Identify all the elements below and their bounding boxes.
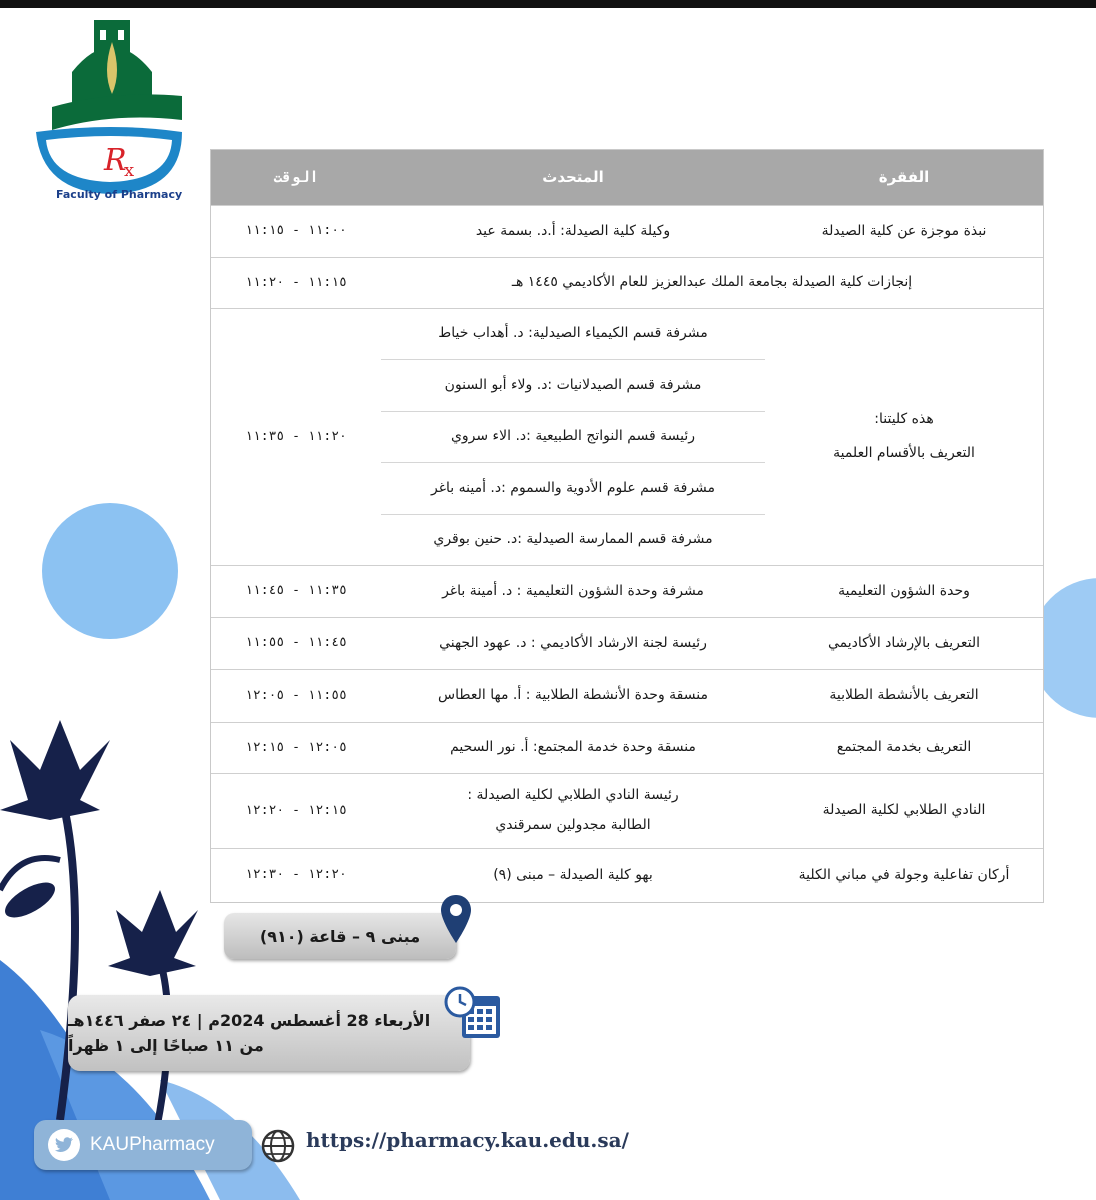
location-text: مبنى ٩ – قاعة (٩١٠) bbox=[259, 926, 421, 946]
row-speaker: منسقة وحدة خدمة المجتمع: أ. نور السحيم bbox=[450, 739, 696, 756]
row-item: وحدة الشؤون التعليمية bbox=[838, 582, 970, 599]
department-speaker: مشرفة قسم الممارسة الصيدلية :د. حنين بوقري bbox=[381, 514, 765, 565]
department-speaker: مشرفة قسم الكيمياء الصيدلية: د. أهداب خياط bbox=[438, 325, 708, 342]
row-speaker: مشرفة وحدة الشؤون التعليمية : د. أمينة باغر bbox=[442, 582, 704, 599]
svg-text:R: R bbox=[104, 143, 127, 178]
table-row bbox=[211, 848, 1043, 902]
table-row bbox=[211, 205, 1043, 257]
department-speaker: مشرفة قسم علوم الأدوية والسموم :د. أمينه باغر bbox=[381, 462, 765, 513]
departments-item-line1: هذه كليتنا: bbox=[874, 411, 934, 428]
date-pill bbox=[68, 995, 470, 1071]
department-speaker: مشرفة قسم الصيدلانيات :د. ولاء أبو السنون bbox=[381, 359, 765, 410]
twitter-handle[interactable] bbox=[34, 1120, 252, 1170]
faculty-logo bbox=[32, 12, 192, 202]
row-time: ١٢:٠٥ - ١٢:١٥ bbox=[245, 739, 347, 755]
row-item: التعريف بخدمة المجتمع bbox=[836, 739, 972, 756]
row-speaker: رئيسة لجنة الارشاد الأكاديمي : د. عهود الجهني bbox=[439, 634, 707, 651]
row-time: ١١:٣٥ - ١١:٤٥ bbox=[245, 583, 347, 599]
header-speaker: المتحدث bbox=[542, 168, 604, 186]
header-item: الفقرة bbox=[878, 168, 930, 186]
date-line2: من ١١ صباحًا إلى ١ ظهراً bbox=[68, 1036, 264, 1055]
department-speaker: رئيسة قسم النواتج الطبيعية :د. الاء سروي bbox=[381, 411, 765, 462]
table-row bbox=[211, 722, 1043, 773]
row-item: التعريف بالأنشطة الطلابية bbox=[829, 687, 979, 704]
schedule-table bbox=[210, 149, 1044, 903]
row-time: ١١:٤٥ - ١١:٥٥ bbox=[245, 635, 347, 651]
location-pill bbox=[224, 913, 456, 959]
row-speaker bbox=[381, 774, 765, 848]
svg-text:x: x bbox=[124, 160, 135, 181]
table-row bbox=[211, 773, 1043, 848]
table-row bbox=[211, 669, 1043, 722]
twitter-icon bbox=[48, 1129, 80, 1161]
table-header bbox=[211, 150, 1043, 205]
globe-icon bbox=[261, 1129, 295, 1163]
top-bar bbox=[0, 0, 1096, 8]
decor-circle-left bbox=[42, 503, 178, 639]
calendar-clock-icon bbox=[444, 986, 502, 1042]
map-pin-icon bbox=[440, 893, 472, 945]
header-time: الوقت bbox=[273, 168, 319, 186]
table-row bbox=[211, 257, 1043, 308]
row-time: ١١:١٥ - ١١:٢٠ bbox=[245, 274, 347, 290]
row-speaker: بهو كلية الصيدلة – مبنى (٩) bbox=[493, 866, 653, 883]
table-row-departments bbox=[211, 308, 1043, 565]
row-item-wide: إنجازات كلية الصيدلة بجامعة الملك عبدالعزيز للعام الأكاديمي ١٤٤٥ هـ bbox=[511, 274, 913, 291]
club-speaker-line1: رئيسة النادي الطلابي لكلية الصيدلة : bbox=[467, 787, 679, 804]
table-row bbox=[211, 565, 1043, 617]
departments-speakers bbox=[381, 309, 765, 565]
row-time: ١٢:١٥ - ١٢:٢٠ bbox=[245, 802, 347, 818]
row-time: ١١:٥٥ - ١٢:٠٥ bbox=[245, 687, 347, 703]
departments-item bbox=[765, 309, 1043, 565]
logo-caption: Faculty of Pharmacy bbox=[56, 188, 183, 201]
row-item: التعريف بالإرشاد الأكاديمي bbox=[828, 634, 980, 651]
row-item: النادي الطلابي لكلية الصيدلة bbox=[822, 802, 986, 819]
row-item: نبذة موجزة عن كلية الصيدلة bbox=[821, 222, 987, 239]
date-line1: الأربعاء 28 أغسطس 2024م | ٢٤ صفر ١٤٤٦هـ bbox=[68, 1011, 431, 1030]
row-speaker: منسقة وحدة الأنشطة الطلابية : أ. مها العطاس bbox=[438, 687, 708, 704]
twitter-handle-text: KAUPharmacy bbox=[90, 1134, 215, 1155]
table-row bbox=[211, 617, 1043, 669]
row-item: أركان تفاعلية وجولة في مباني الكلية bbox=[798, 866, 1010, 883]
website-link[interactable]: https://pharmacy.kau.edu.sa/ bbox=[306, 1128, 629, 1152]
departments-item-line2: التعريف بالأقسام العلمية bbox=[833, 445, 975, 461]
row-time: ١١:٢٠ - ١١:٣٥ bbox=[245, 428, 347, 444]
club-speaker-line2: الطالبة مجدولين سمرقندي bbox=[495, 817, 651, 833]
row-time: ١٢:٢٠ - ١٢:٣٠ bbox=[245, 867, 347, 883]
row-time: ١١:٠٠ - ١١:١٥ bbox=[245, 223, 347, 239]
row-speaker: وكيلة كلية الصيدلة: أ.د. بسمة عيد bbox=[475, 222, 671, 239]
